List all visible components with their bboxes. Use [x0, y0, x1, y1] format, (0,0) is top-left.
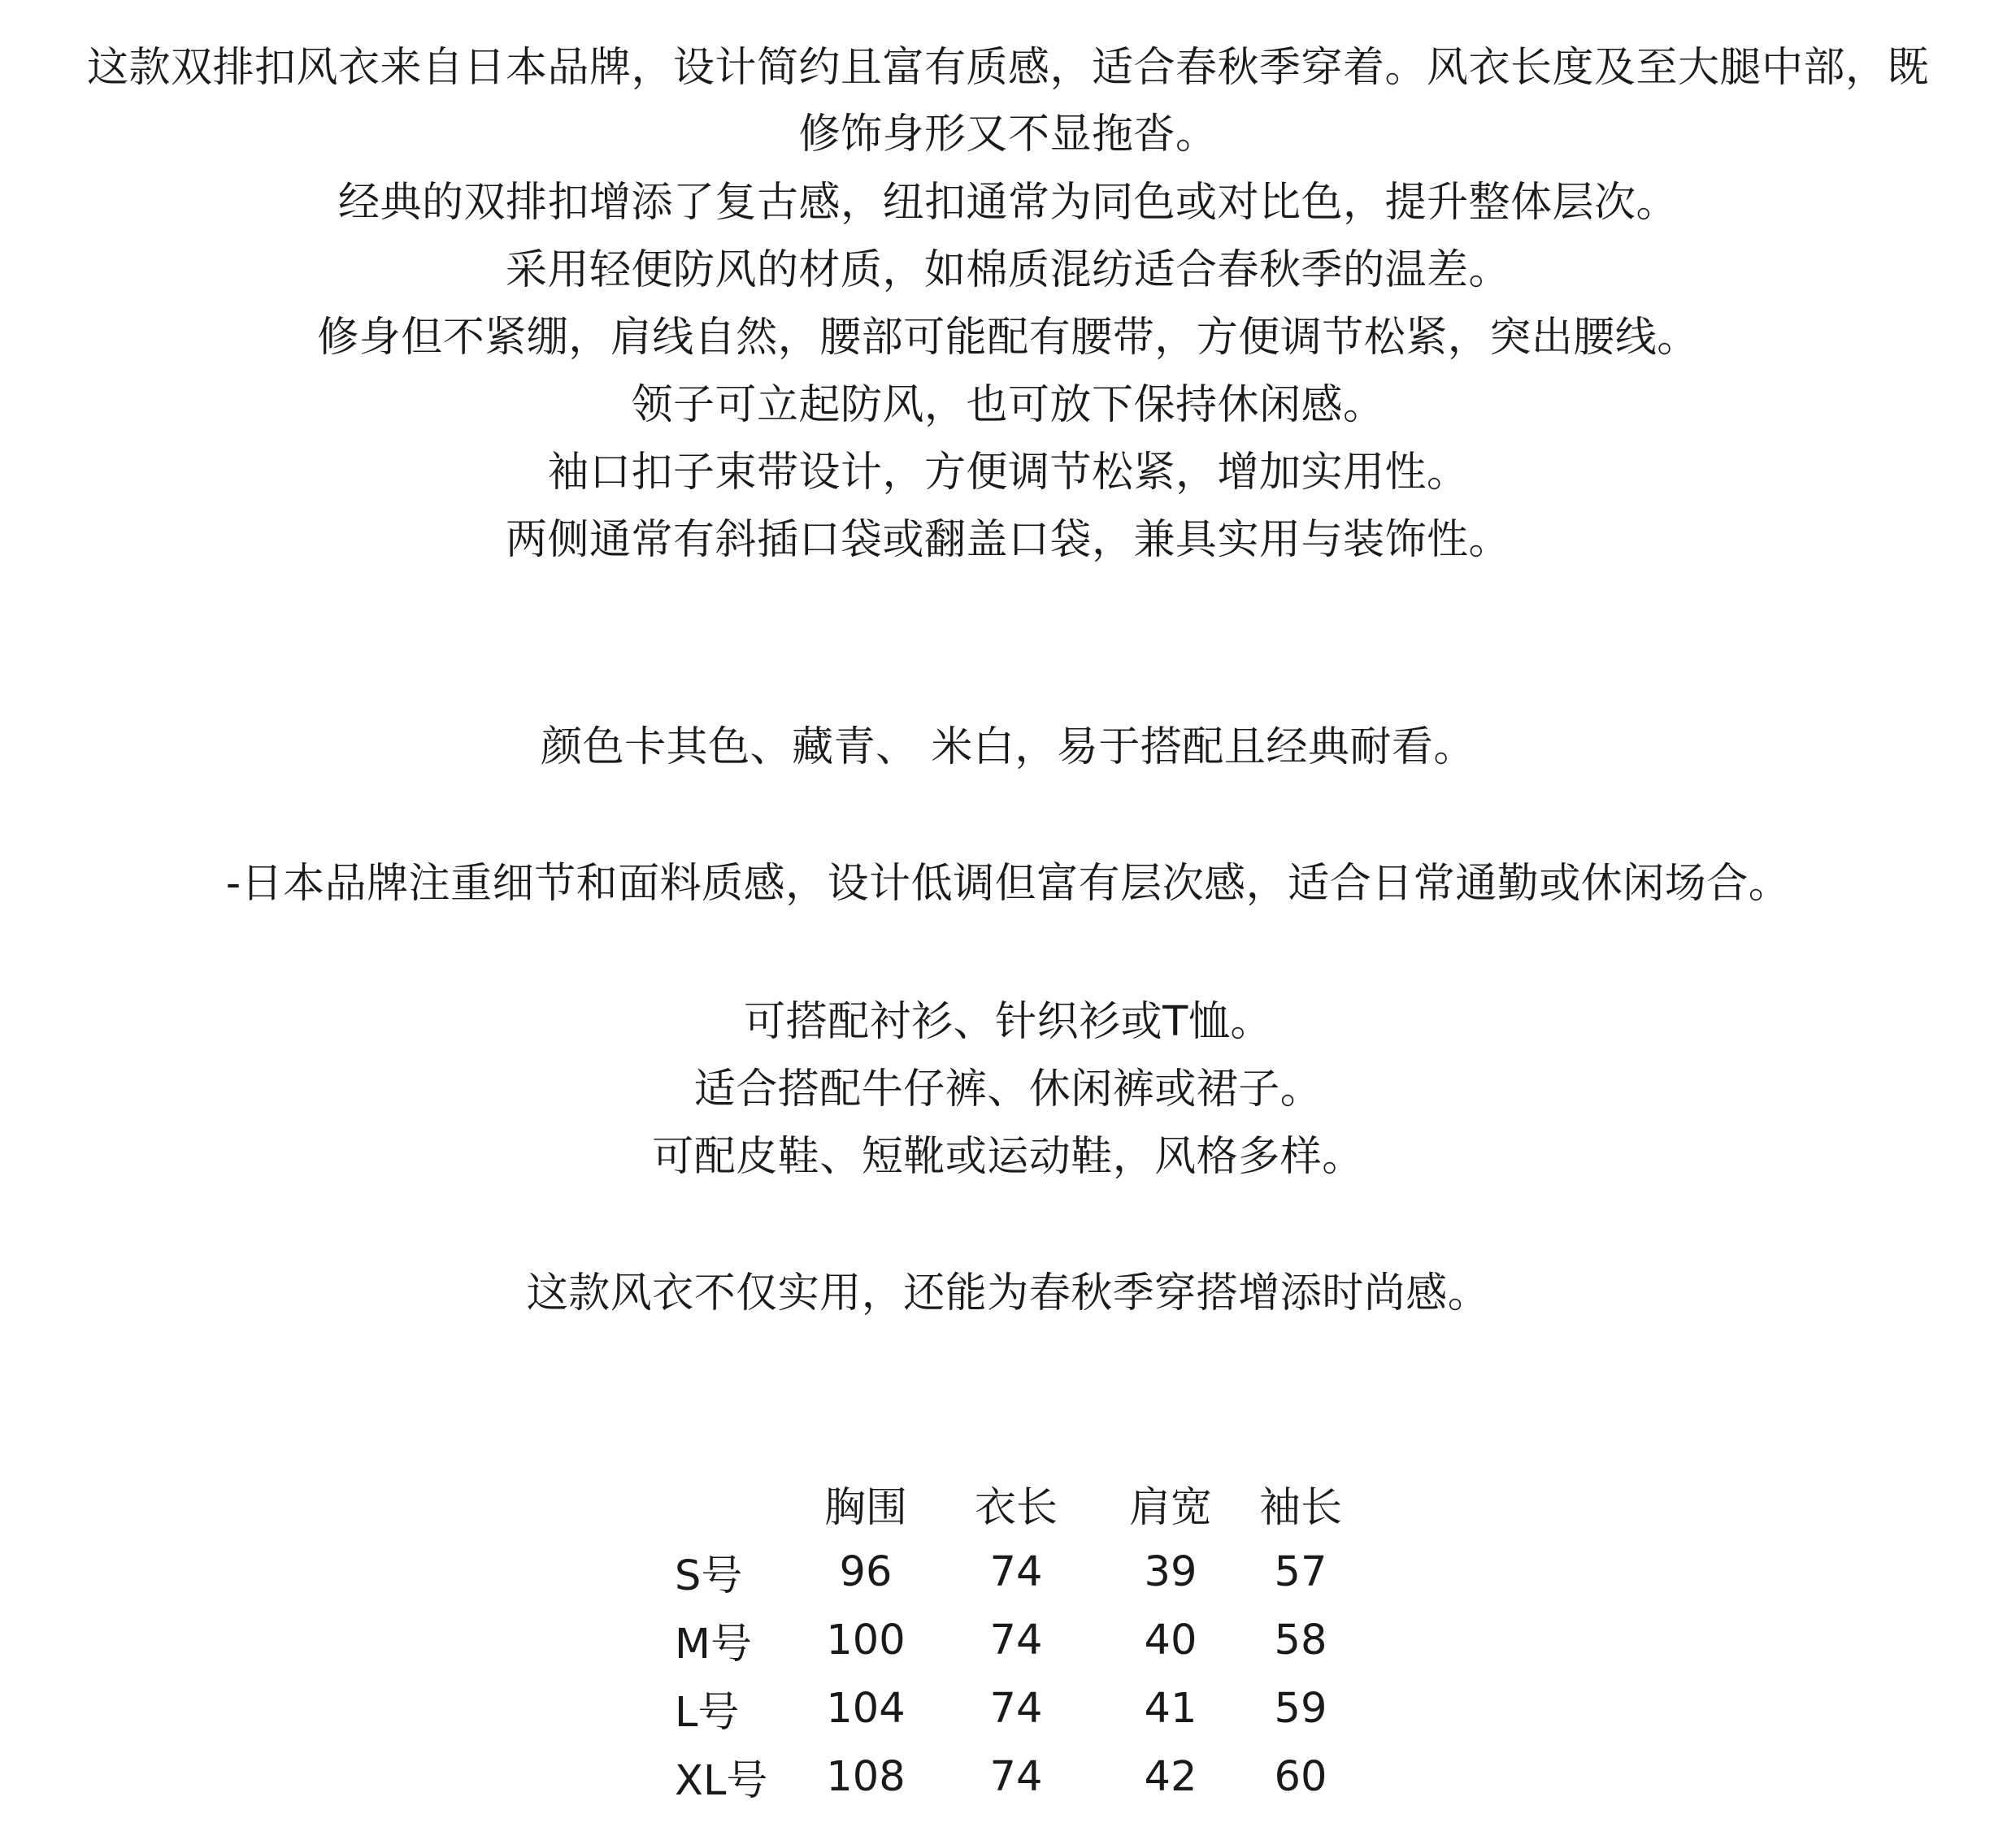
- styling-line-shoes: 可配皮鞋、短靴或运动鞋，风格多样。: [652, 1133, 1364, 1181]
- size-label: XL号: [675, 1757, 768, 1805]
- length-value: 74: [989, 1684, 1043, 1733]
- table-row: [675, 1606, 1358, 1674]
- styling-line-tops: 可搭配衬衫、针织衫或T恤。: [744, 998, 1272, 1046]
- size-table-header-shoulder: 肩宽: [1128, 1484, 1212, 1532]
- sleeve-value: 60: [1274, 1752, 1327, 1801]
- size-table-header-chest: 胸围: [823, 1484, 907, 1532]
- feature-line-buttons: 经典的双排扣增添了复古感，纽扣通常为同色或对比色，提升整体层次。: [337, 179, 1678, 227]
- styling-line-bottoms: 适合搭配牛仔裤、休闲裤或裙子。: [693, 1065, 1323, 1113]
- length-value: 74: [989, 1616, 1043, 1664]
- length-value: 74: [989, 1547, 1043, 1596]
- size-table-header-row: [675, 1469, 1358, 1538]
- size-label: M号: [675, 1621, 753, 1669]
- feature-line-cuffs: 袖口扣子束带设计，方便调节松紧，增加实用性。: [547, 449, 1469, 497]
- shoulder-value: 39: [1144, 1547, 1197, 1596]
- brand-note-line: -日本品牌注重细节和面料质感，设计低调但富有层次感，适合日常通勤或休闲场合。: [225, 860, 1791, 908]
- sleeve-value: 59: [1274, 1684, 1327, 1733]
- chest-value: 96: [839, 1547, 893, 1596]
- sleeve-value: 58: [1274, 1616, 1327, 1664]
- table-row: [675, 1674, 1358, 1742]
- intro-line-2: 修饰身形又不显拖沓。: [798, 111, 1218, 158]
- size-table: [675, 1469, 1358, 1811]
- shoulder-value: 41: [1144, 1684, 1197, 1733]
- sleeve-value: 57: [1274, 1547, 1327, 1596]
- shoulder-value: 42: [1144, 1752, 1197, 1801]
- intro-line-1: 这款双排扣风衣来自日本品牌，设计简约且富有质感，适合春秋季穿着。风衣长度及至大腿中部，既: [86, 44, 1929, 92]
- size-table-header-cell: [675, 1469, 797, 1538]
- chest-value: 100: [826, 1616, 906, 1664]
- chest-value: 108: [826, 1752, 906, 1801]
- size-label: L号: [675, 1689, 740, 1737]
- length-value: 74: [989, 1752, 1043, 1801]
- size-label: S号: [675, 1552, 743, 1600]
- feature-line-collar: 领子可立起防风，也可放下保持休闲感。: [631, 381, 1385, 429]
- feature-line-material: 采用轻便防风的材质，如棉质混纺适合春秋季的温差。: [505, 246, 1510, 294]
- shoulder-value: 40: [1144, 1616, 1197, 1664]
- colors-line: 颜色卡其色、藏青、 米白，易于搭配且经典耐看。: [541, 723, 1475, 771]
- size-table-header-sleeve: 袖长: [1258, 1484, 1342, 1532]
- feature-line-fit: 修身但不紧绷，肩线自然，腰部可能配有腰带，方便调节松紧，突出腰线。: [317, 314, 1699, 362]
- feature-line-pockets: 两侧通常有斜插口袋或翻盖口袋，兼具实用与装饰性。: [505, 516, 1510, 564]
- closing-line: 这款风衣不仅实用，还能为春秋季穿搭增添时尚感。: [526, 1269, 1490, 1317]
- chest-value: 104: [826, 1684, 906, 1733]
- table-row: [675, 1538, 1358, 1606]
- size-table-header-length: 衣长: [974, 1484, 1058, 1532]
- table-row: [675, 1742, 1358, 1811]
